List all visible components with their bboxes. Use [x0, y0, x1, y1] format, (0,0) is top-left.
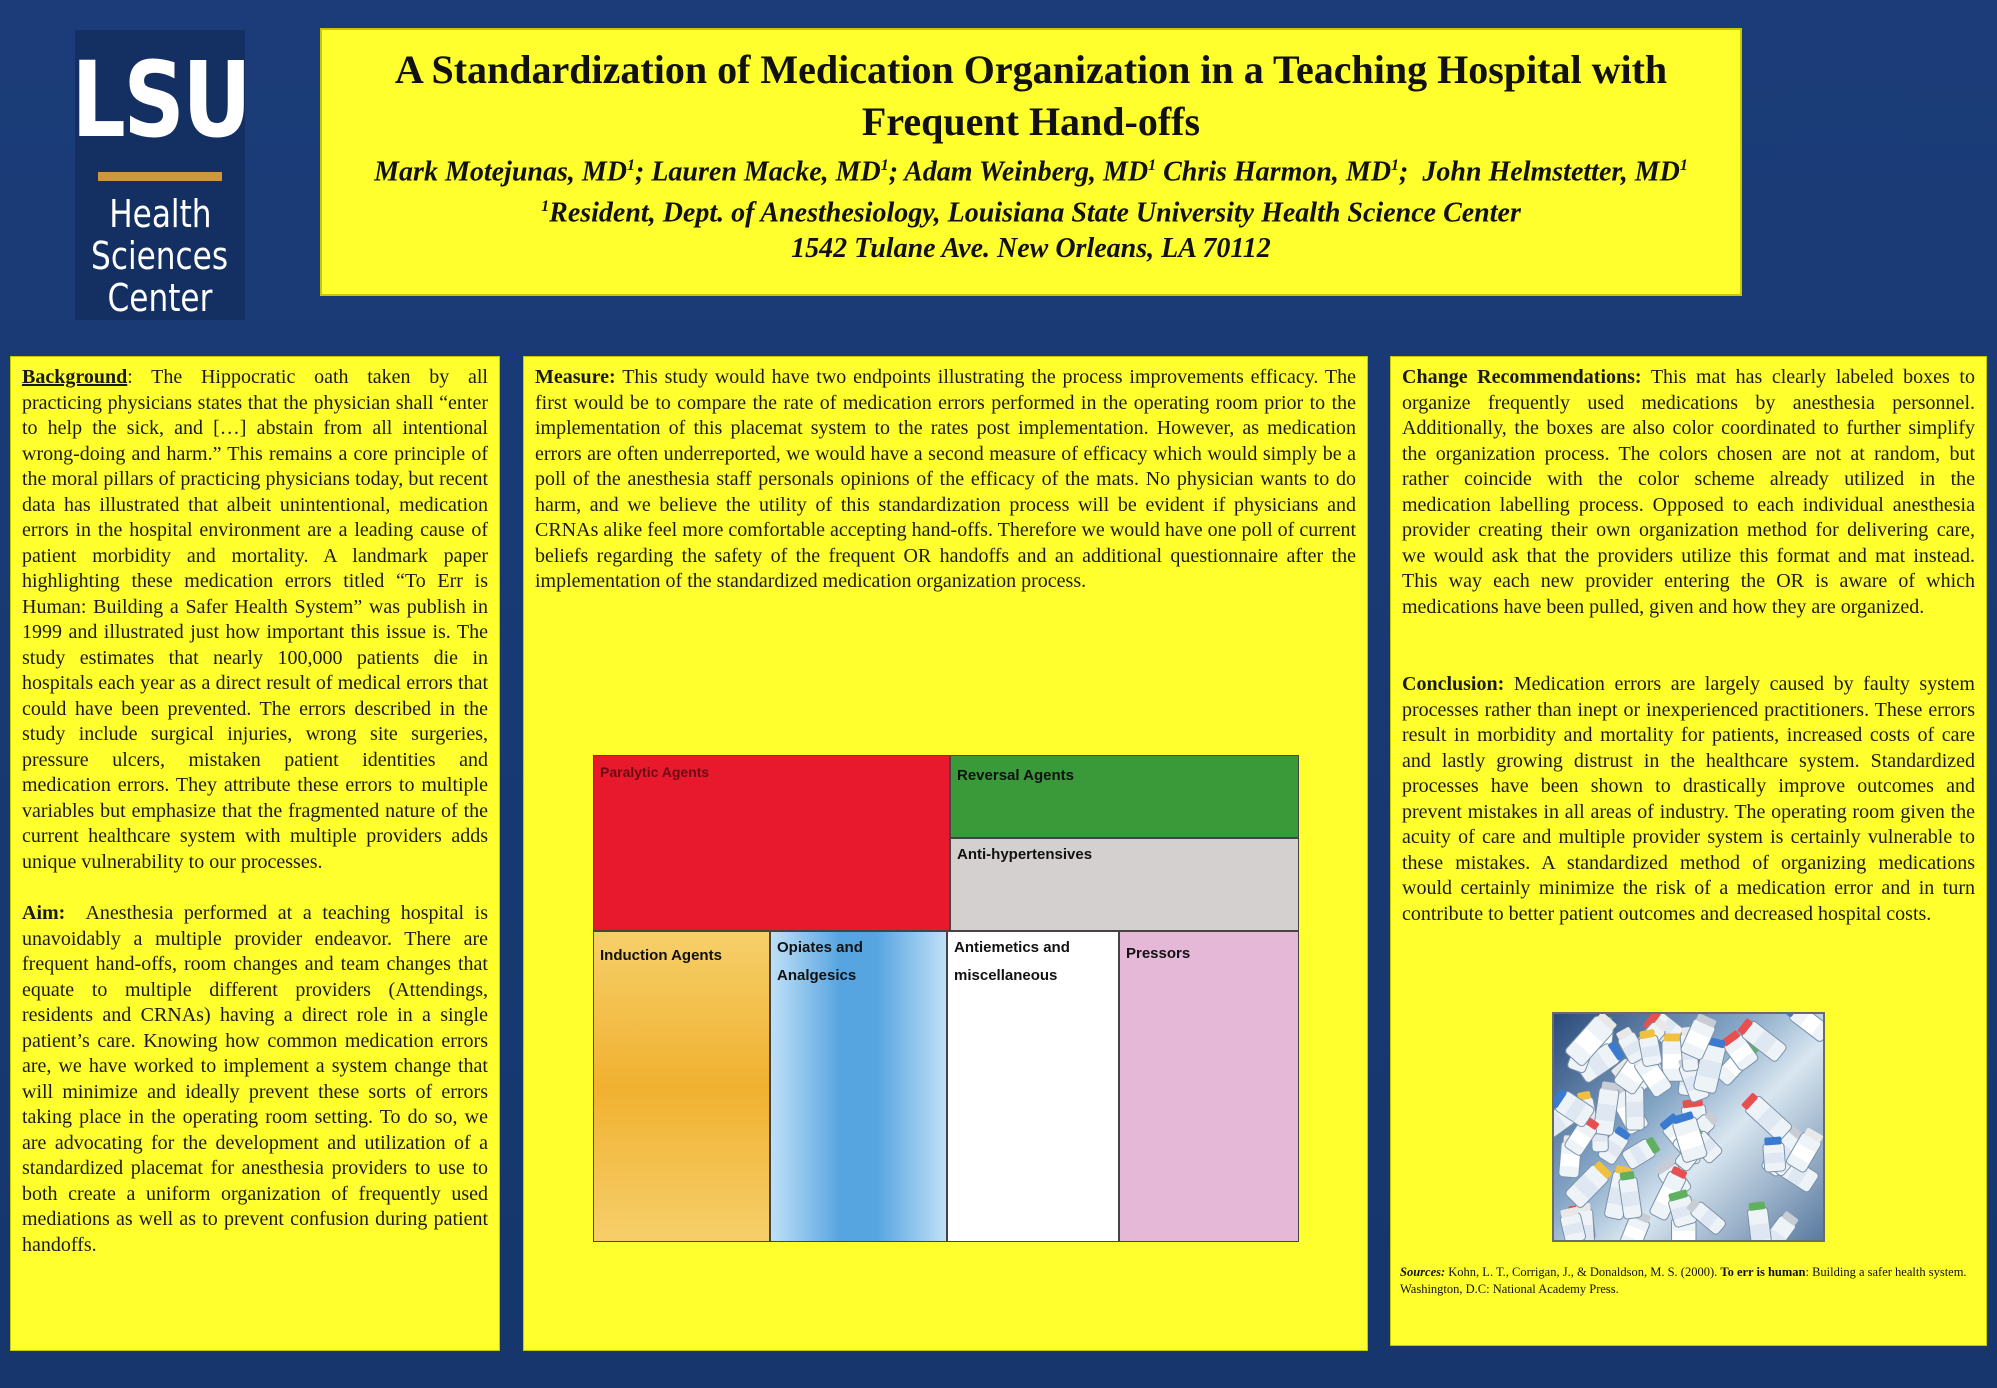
opiates-line-2: Analgesics [777, 967, 857, 984]
aim-section [22, 901, 493, 1258]
change-heading: Change Recommendations: [1402, 366, 1642, 388]
sources [1400, 1264, 1978, 1298]
conclusion-section [1402, 672, 1975, 927]
author-name: Lauren Macke, MD [651, 156, 881, 188]
placemat-reversal-agents: Reversal Agents [950, 755, 1299, 838]
logo-mark: LSU [71, 39, 249, 161]
conclusion-heading: Conclusion: [1402, 673, 1505, 695]
logo-line-center: Center [107, 276, 213, 320]
antiemetics-line-1: Antiemetics and [954, 939, 1070, 956]
background-section [22, 365, 488, 875]
left-panel [10, 356, 500, 1351]
logo-line-health: Health [108, 192, 212, 236]
poster-title [322, 44, 1740, 148]
change-section [1402, 365, 1975, 620]
poster-header [320, 28, 1742, 296]
address: 1542 Tulane Ave. New Orleans, LA 70112 [791, 232, 1271, 264]
author-sep: ; [888, 156, 905, 188]
author-name: John Helmstetter, MD [1422, 156, 1680, 188]
author-sup: 1 [1679, 157, 1688, 174]
author-sup: 1 [627, 157, 635, 174]
author-sup: 1 [880, 157, 889, 174]
antiemetics-line-2: miscellaneous [954, 967, 1058, 984]
author-sup: 1 [1148, 157, 1157, 174]
placemat-paralytic-agents: Paralytic Agents [593, 755, 950, 931]
logo-line-sciences: Sciences [91, 234, 229, 278]
author-sep: ; [1399, 156, 1423, 188]
affiliation [322, 189, 1740, 230]
conclusion-text: Medication errors are largely caused by faulty system processes rather than inept or inexperienced practitioners. These errors result in morbidity and mortality for patients, increased costs of care and lastly growing distrust in the healthcare system. Standardized processes have been shown to drastically improve outcomes and prevent mistakes in all areas of industry. The operating room given the acuity of care and multiple provider system is certainly vulnerable to these mistakes. A standardized method of organizing medications would certainly minimize the risk of a medication error and in turn contribute to better patient outcomes and decreased hospital costs. [1402, 673, 1975, 925]
medication-vials-photo [1552, 1012, 1825, 1242]
measure-heading: Measure: [535, 366, 616, 388]
title-line-1: A Standardization of Medication Organization in a Teaching Hospital with [394, 47, 1668, 92]
placemat-anti-hypertensives: Anti-hypertensives [950, 838, 1299, 931]
title-line-2: Frequent Hand-offs [861, 99, 1201, 144]
placemat-induction-agents: Induction Agents [593, 931, 770, 1242]
measure-section [535, 365, 1356, 595]
change-text: This mat has clearly labeled boxes to organize frequently used medications by anesthesia personnel. Additionally, the boxes are also color coordinated to further simplify the organization process. The colors chosen are not at random, but rather coincide with the color scheme already utilized in the medication labelling process. Opposed to each individual anesthesia provider creating their own organization method for delivering care, we would ask that the providers utilize this format and mat instead. This way each new provider entering the OR is aware of which medications have been pulled, given and how they are organized. [1402, 366, 1975, 618]
affiliation-text: Resident, Dept. of Anesthesiology, Louisiana State University Health Science Center [549, 197, 1521, 229]
background-text: : The Hippocratic oath taken by all practicing physicians states that the physician shall “enter to help the sick, and […] abstain from all intentional wrong-doing and harm.” This remains a core principle of the moral pillars of practicing physicians today, but recent data has illustrated that albeit unintentional, medication errors in the hospital environment are a leading cause of patient morbidity and mortality. A landmark paper highlighting these medication errors titled “To Err is Human: Building a Safer Health System” was publish in 1999 and illustrated just how important this issue is. The study estimates that nearly 100,000 patients die in hospitals each year as a direct result of medical errors that could have been prevented. The errors described in the study include surgical injuries, wrong site surgeries, pressure ulcers, mistaken patient identities and medication errors. They attribute these errors to multiple variables but emphasize that the fragmented nature of the current healthcare system with multiple providers adds unique vulnerability to our processes. [22, 366, 488, 873]
author-sup: 1 [1391, 157, 1400, 174]
opiates-line-1: Opiates and [777, 939, 863, 956]
lsu-logo [71, 30, 249, 320]
sources-pre: Kohn, L. T., Corrigan, J., & Donaldson, M. S. (2000). [1445, 1265, 1721, 1279]
aim-text: Anesthesia performed at a teaching hospital is unavoidably a multiple provider endeavor. There are frequent hand-offs, room changes and team changes that equate to multiple different providers (Attendings, residents and CRNAs) having a direct role in a single patient’s care. Knowing how common medication errors are, we have worked to implement a system change that will minimize and ideally prevent these sorts of errors taking place in the operating room setting. To do so, we are advocating for the development and utilization of a standardized placemat for anesthesia providers to use to both create a uniform organization of frequently used mediations as well as to prevent confusion during patient handoffs. [22, 902, 493, 1256]
sources-title: To err is human [1720, 1265, 1806, 1279]
sources-label: Sources: [1400, 1265, 1446, 1279]
measure-text: This study would have two endpoints illustrating the process improvements efficacy. The first would be to compare the rate of medication errors performed in the operating room prior to the implementation of this placemat system to the rates post implementation. However, as medication errors are often underreported, we would have a second measure of efficacy which would simply be a poll of the anesthesia staff personals opinions of the efficacy of the mats. No physician wants to do harm, and we believe the utility of this standardization process will be evident if physicians and CRNAs alike feel more comfortable accepting hand-offs. Therefore we would have one poll of current beliefs regarding the safety of the frequent OR handoffs and an additional questionnaire after the implementation of the standardized medication organization process. [535, 366, 1356, 592]
logo-divider [98, 172, 222, 181]
aim-heading: Aim: [22, 902, 66, 924]
sources-post: : Building a safer health system. Washington, D.C: National Academy Press. [1400, 1265, 1967, 1296]
affil-sup: 1 [541, 198, 550, 216]
placemat-pressors: Pressors [1119, 931, 1299, 1242]
placemat-antiemetics [947, 931, 1119, 1242]
background-heading: Background [22, 366, 128, 388]
author-name: Mark Motejunas, MD [374, 156, 627, 188]
authors [322, 148, 1740, 189]
author-name: Chris Harmon, MD [1163, 156, 1392, 188]
author-name: Adam Weinberg, MD [904, 156, 1149, 188]
placemat-diagram [593, 755, 1299, 1242]
placemat-opiates-analgesics [770, 931, 947, 1242]
author-sep: ; [635, 156, 652, 188]
